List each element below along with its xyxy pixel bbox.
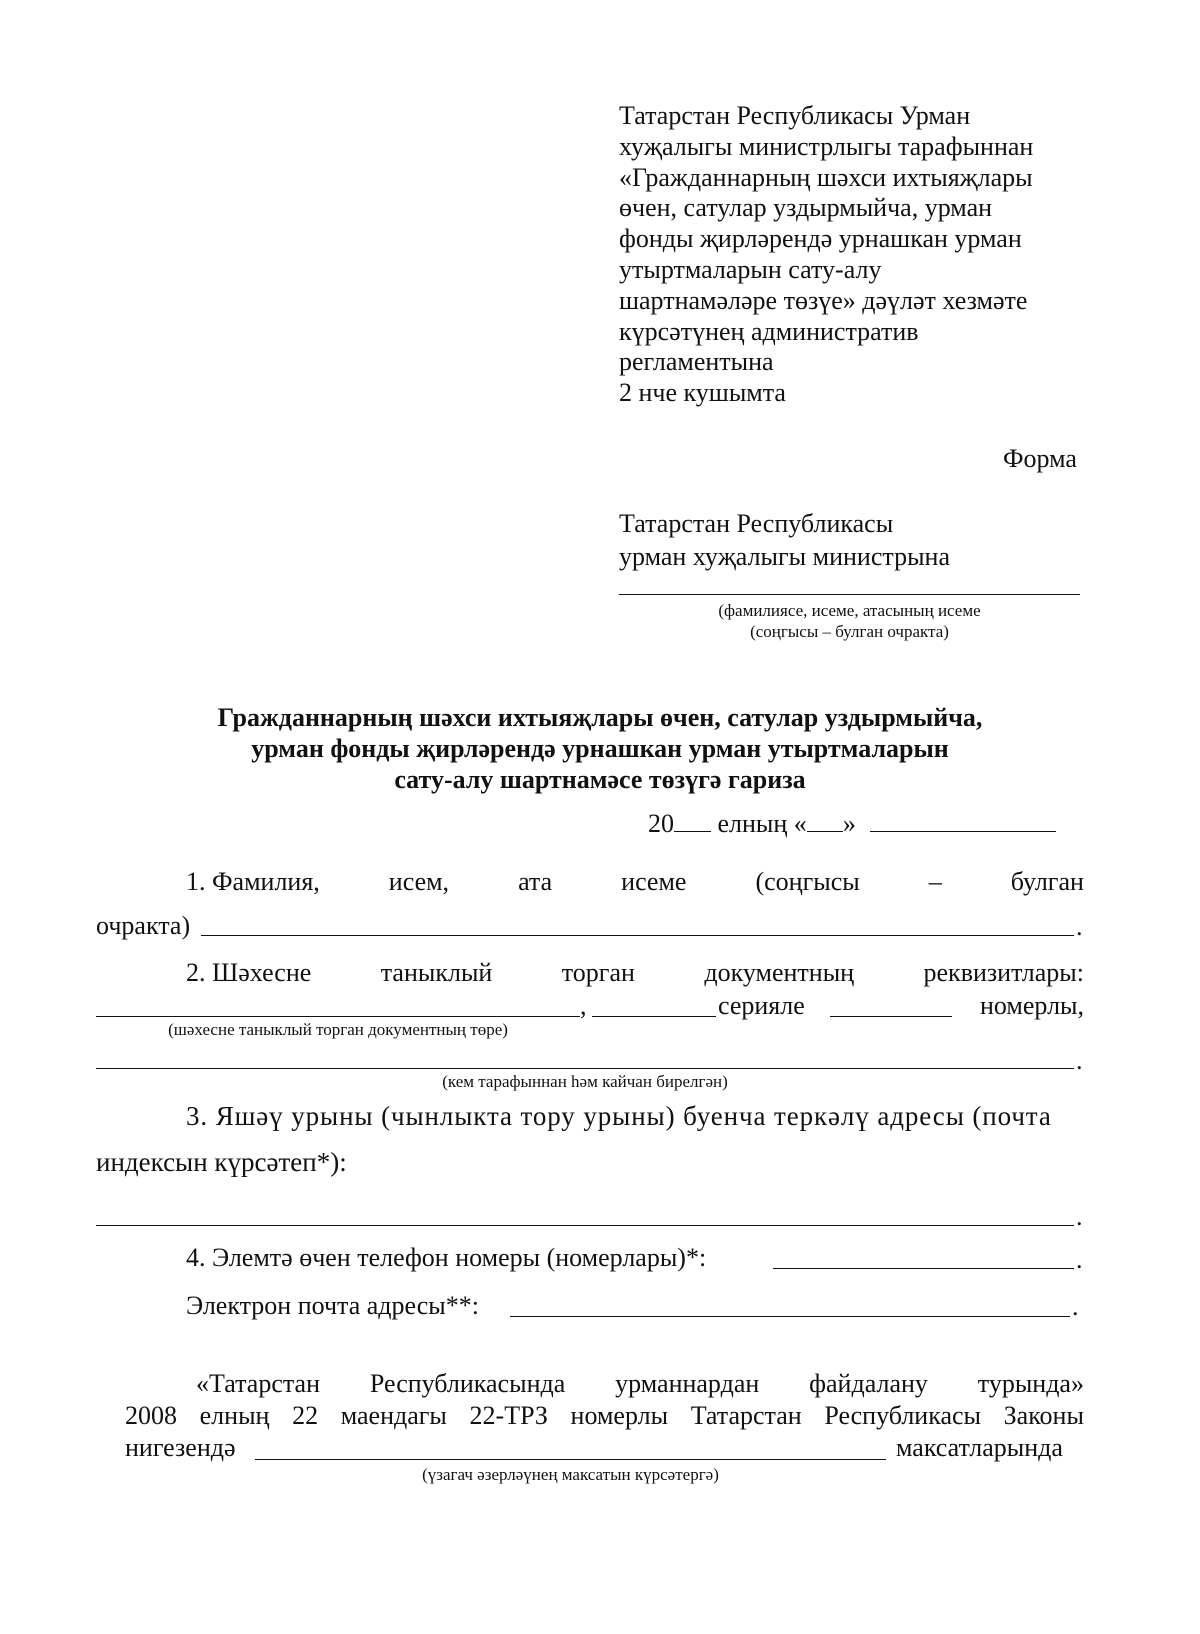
law-word: Республикасында [369,1369,566,1398]
appendix-header-line: 2 нче кушымта [619,378,786,408]
item1-word: ата [518,867,553,896]
day-field[interactable] [807,809,843,832]
purpose-label: максатларында [896,1433,1063,1462]
item1-end: . [1076,912,1083,941]
law-word: маендагы [340,1401,447,1430]
phone-field[interactable] [773,1268,1074,1269]
field-caption: (фамилиясе, исеме, атасының исеме [718,601,981,620]
appendix-header-line: Татарстан Республикасы Урман [619,101,971,130]
appendix-header-line: күрсәтүнең административ [619,316,919,346]
document-title-line: сату-алу шартнамәсе төзүгә гариза [394,765,806,794]
item2-word: торган [561,958,635,987]
field-caption: (кем тарафыннан һәм кайчан бирелгән) [442,1072,728,1091]
item1-line [186,866,1084,897]
law-word: Законы [1003,1401,1084,1430]
item2-comma: , [580,991,587,1020]
year-suffix: елның « [717,809,807,838]
law-word: урманнардан [615,1369,760,1398]
applicant-name-field[interactable] [619,594,1080,595]
item3-line [186,1100,1084,1132]
addressee-block [619,507,950,573]
law-word: 22 [292,1401,319,1430]
addressee-line: урман хуҗалыгы министрына [619,542,950,571]
date-line [648,808,1056,839]
form-label: Форма [1003,444,1077,473]
appendix-header [619,101,1089,409]
year-prefix: 20 [648,809,674,838]
id-issued-by-field[interactable] [96,1068,1074,1069]
id-number-field[interactable] [830,1016,952,1017]
number-label: номерлы, [980,991,1085,1020]
law-line [125,1400,1084,1431]
item1-continuation: очракта) [96,911,191,940]
appendix-header-line: шартнамәләре төзүе» дәүләт хезмәте [619,285,1028,315]
item2-word: таныклый [380,958,493,987]
item1-word: (соңгысы [755,867,860,896]
law-word: Республикасы [824,1401,982,1430]
item2-word: 2. Шәхесне [186,958,312,987]
month-field[interactable] [870,809,1056,832]
series-label: серияле [718,991,805,1020]
field-caption: (соңгысы – булган очракта) [750,622,949,641]
law-word: Татарстан [690,1401,802,1430]
registration-address-field[interactable] [96,1225,1074,1226]
appendix-header-line: «Гражданнарның шәхси ихтыяҗлары [619,162,1033,192]
email-label: Электрон почта адресы**: [186,1291,479,1320]
id-series-field[interactable] [592,1016,716,1017]
document-title-line: Гражданнарның шәхси ихтыяҗлары өчен, сатулар уздырмыйча, [217,703,983,732]
law-word: номерлы [570,1401,669,1430]
item1-word: булган [1010,867,1084,896]
law-word: 22-ТРЗ [469,1401,548,1430]
item4-end: . [1076,1245,1083,1274]
law-word: «Татарстан [196,1369,320,1398]
appendix-header-line: хуҗалыгы министрлыгы тарафыннан [619,131,1034,161]
id-document-type-field[interactable] [96,1016,580,1017]
item2-line [186,957,1084,988]
addressee-line: Татарстан Республикасы [619,509,894,538]
email-field[interactable] [510,1316,1070,1317]
field-caption: (үзагач әзерләүнең максатын күрсәтергә) [422,1465,719,1484]
full-name-field[interactable] [201,935,1074,936]
quote-close: » [842,809,856,838]
law-word: 2008 [125,1401,177,1430]
item3-end: . [1076,1202,1083,1231]
harvest-purpose-field[interactable] [255,1459,886,1460]
item1-word: 1. Фамилия, [186,867,320,896]
item1-word: исем, [388,867,450,896]
document-title-line: урман фонды җирләрендә урнашкан урман утыртмаларын [251,734,949,763]
basis-label: нигезендә [125,1433,236,1462]
law-word: файдалану [809,1369,928,1398]
item2-word: реквизитлары: [923,958,1084,987]
appendix-header-line: өчен, сатулар уздырмыйча, урман [619,193,993,223]
appendix-header-line: фонды җирләрендә урнашкан урман [619,224,1022,254]
appendix-header-line: утыртмаларын сату-алу [619,254,882,284]
item2-word: документның [704,958,855,987]
item1-word: – [928,867,942,896]
year-field[interactable] [674,809,711,832]
law-word: елның [199,1401,270,1430]
item3-continuation: индексын күрсәтеп*): [96,1147,347,1177]
law-line [196,1368,1084,1399]
law-word: турында» [977,1369,1084,1398]
phone-label: 4. Элемтә өчен телефон номеры (номерлары)*: [186,1243,707,1272]
item2-end: . [1076,1046,1083,1075]
field-caption: (шәхесне таныклый торган документның төре) [168,1020,508,1039]
email-end: . [1072,1292,1079,1321]
item1-word: исеме [621,867,687,896]
appendix-header-line: регламентына [619,347,774,377]
item3-text: 3. Яшәү урыны (чынлыкта тору урыны) буенча теркәлү адресы (почта [186,1101,1052,1131]
